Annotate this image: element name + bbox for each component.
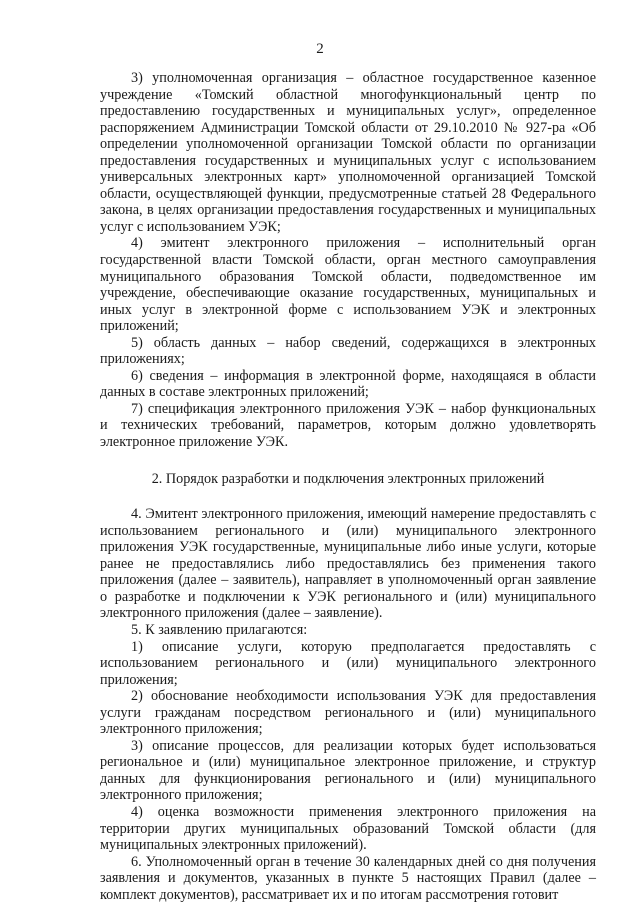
paragraph-subitem-1: 1) описание услуги, которую предполагается предоставлять с использованием регионального и (или) муниципального электронного приложения; [100,638,596,688]
paragraph-subitem-3: 3) описание процессов, для реализации которых будет использоваться региональное и (или) муниципальное электронное приложение, и структур данных для функционирования регионального и (или) муниципального электронного приложения; [100,737,596,804]
paragraph-item-4: 4. Эмитент электронного приложения, имеющий намерение предоставлять с использованием регионального и (или) муниципального электронного приложения УЭК государственные, муниципальные либо иные услуги, которые ранее не предоставлялись либо предоставлялись без применения такого приложения (далее – заявитель), направляет в уполномоченный орган заявление о разработке и подключении к УЭК регионального и (или) муниципального электронного приложения (далее – заявление). [100,506,596,622]
document-body [100,70,596,903]
paragraph-definition-7: 7) спецификация электронного приложения УЭК – набор функциональных и технических требований, параметров, которым должно удовлетворять электронное приложение УЭК. [100,400,596,451]
page-number: 2 [316,41,324,57]
paragraph-definition-5: 5) область данных – набор сведений, содержащихся в электронных приложениях; [100,334,596,368]
paragraph-subitem-2: 2) обоснование необходимости использования УЭК для предоставления услуги гражданам посредством регионального и (или) муниципального электронного приложения; [100,688,596,738]
paragraph-definition-3: 3) уполномоченная организация – областное государственное казенное учреждение «Томский областной многофункциональный центр по предоставлению государственных и муниципальных услуг», определенное распоряжением Администрации Томской области от 29.10.2010 № 927-ра «Об определении уполномоченной организации Томской области по организации предоставления государственных и муниципальных услуг с использованием универсальных электронных карт» уполномоченной организацией Томской области, осуществляющей функции, предусмотренные статьей 28 Федерального закона, в целях организации предоставления государственных и муниципальных услуг с использованием УЭК; [100,70,596,235]
paragraph-definition-6: 6) сведения – информация в электронной форме, находящаяся в области данных в составе электронных приложений; [100,367,596,401]
paragraph-definition-4: 4) эмитент электронного приложения – исполнительный орган государственной власти Томской области, орган местного самоуправления муниципального образования Томской области, подведомственное им учреждение, обеспечивающие оказание государственных, муниципальных и иных услуг в электронной форме с использованием УЭК и электронных приложений; [100,235,596,335]
paragraph-item-5: 5. К заявлению прилагаются: [131,621,308,638]
paragraph-item-6: 6. Уполномоченный орган в течение 30 календарных дней со дня получения заявления и документов, указанных в пункте 5 настоящих Правил (далее – комплект документов), рассматривает их и по итогам рассмотрения готовит [100,853,596,903]
section-heading: 2. Порядок разработки и подключения электронных приложений [151,470,545,487]
paragraph-subitem-4: 4) оценка возможности применения электронного приложения на территории других муниципальных образований Томской области (для муниципальных электронных приложений). [100,803,596,854]
